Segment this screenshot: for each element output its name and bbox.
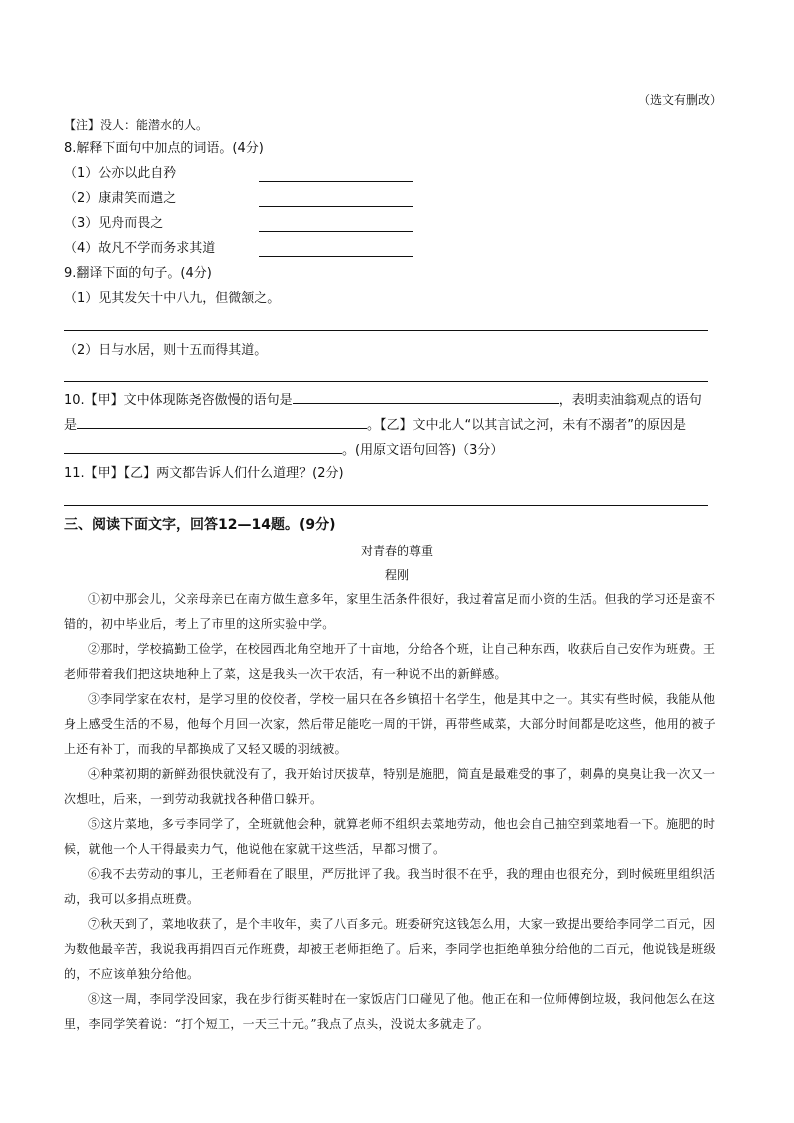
article-paragraph-6: ⑥我不去劳动的事儿，王老师看在了眼里，严厉批评了我。我当时很不在乎，我的理由也很充分，到时候班里组织活动，我可以多捐点班费。 xyxy=(64,867,716,906)
article-title: 对青春的尊重 xyxy=(360,544,433,558)
item-text: （4）故凡不学而务求其道 xyxy=(64,241,216,256)
article-paragraph-7: ⑦秋天到了，菜地收获了，是个丰收年，卖了八百多元。班委研究这钱怎么用，大家一致提出要给李同学二百元，因为数他最辛苦，我说我再捐四百元作班费，却被王老师拒绝了。后来，李同学也拒绝单独分给他的二百元，他说钱是班级的，不应该单独分给他。 xyxy=(64,917,716,981)
answer-blank-10-1[interactable] xyxy=(293,391,559,404)
question-8-item-2 xyxy=(64,191,176,207)
item-text: （3）见舟而畏之 xyxy=(64,216,164,231)
question-10-line-1 xyxy=(64,391,702,409)
question-8-item-4 xyxy=(64,241,215,257)
answer-blank-8-2[interactable] xyxy=(259,206,413,207)
question-10-part-d: 。【乙】文中北人“以其言试之河，未有不溺者”的原因是 xyxy=(367,418,686,433)
question-9-sentence-2: （2）日与水居，则十五而得其道。 xyxy=(64,343,268,358)
answer-blank-8-3[interactable] xyxy=(259,231,413,232)
question-10-line-3 xyxy=(64,441,503,459)
question-8-item-3 xyxy=(64,216,163,232)
article-author: 程刚 xyxy=(384,568,409,582)
question-10-part-c: 是 xyxy=(64,418,78,433)
footnote: 【注】没人：能潜水的人。 xyxy=(64,118,209,132)
question-10-part-e: 。(用原文语句回答)（3分） xyxy=(342,443,504,458)
section-3-heading: 三、阅读下面文字，回答12—14题。(9分) xyxy=(64,517,336,533)
question-9-title: 9.翻译下面的句子。(4分) xyxy=(64,266,212,281)
article-paragraph-3: ③李同学家在农村，是学习里的佼佼者，学校一届只在各乡镇招十名学生，他是其中之一。其实有些时候，我能从他身上感受生活的不易，他每个月回一次家，然后带足能吃一周的干饼，再带些咸菜，大部分时间都是吃这些，他用的被子上还有补丁，而我的早都换成了又轻又暖的羽绒被。 xyxy=(64,692,716,756)
answer-blank-8-1[interactable] xyxy=(259,181,413,182)
source-note: （选文有删改） xyxy=(637,93,722,107)
question-9-sentence-1: （1）见其发矢十中八九，但微颔之。 xyxy=(64,291,281,306)
article-paragraph-5: ⑤这片菜地，多亏李同学了，全班就他会种，就算老师不组织去菜地劳动，他也会自己抽空到菜地看一下。施肥的时候，就他一个人干得最卖力气，他说他在家就干这些活，早都习惯了。 xyxy=(64,817,716,856)
question-10-part-b: ，表明卖油翁观点的语句 xyxy=(558,393,702,408)
question-8-item-1 xyxy=(64,166,176,182)
question-10-part-a: 10.【甲】文中体现陈尧咨傲慢的语句是 xyxy=(64,393,293,408)
answer-blank-10-2[interactable] xyxy=(77,416,367,429)
answer-line-9-1[interactable] xyxy=(64,330,708,331)
answer-line-9-2[interactable] xyxy=(64,381,708,382)
answer-blank-10-3[interactable] xyxy=(64,441,342,454)
question-8-title: 8.解释下面句中加点的词语。(4分) xyxy=(64,141,264,156)
article-paragraph-8: ⑧这一周，李同学没回家，我在步行街买鞋时在一家饭店门口碰见了他。他正在和一位师傅倒垃圾，我问他怎么在这里，李同学笑着说：“打个短工，一天三十元。”我点了点头，没说太多就走了。 xyxy=(64,992,716,1031)
article-paragraph-1: ①初中那会儿，父亲母亲已在南方做生意多年，家里生活条件很好，我过着富足而小资的生活。但我的学习还是蛮不错的，初中毕业后，考上了市里的这所实验中学。 xyxy=(64,592,716,631)
answer-blank-8-4[interactable] xyxy=(259,256,413,257)
question-11-title: 11.【甲】【乙】两文都告诉人们什么道理？(2分) xyxy=(64,466,344,481)
article-paragraph-4: ④种菜初期的新鲜劲很快就没有了，我开始讨厌拔草，特别是施肥，简直是最难受的事了，刺鼻的臭臭让我一次又一次想吐，后来，一到劳动我就找各种借口躲开。 xyxy=(64,767,716,806)
item-text: （1）公亦以此自矜 xyxy=(64,166,177,181)
answer-line-11[interactable] xyxy=(64,505,708,506)
item-text: （2）康肃笑而遣之 xyxy=(64,191,177,206)
question-10-line-2 xyxy=(64,416,686,434)
article-paragraph-2: ②那时，学校搞勤工俭学，在校园西北角空地开了十亩地，分给各个班，让自己种东西，收获后自己安作为班费。王老师带着我们把这块地种上了菜，这是我头一次干农活，有一种说不出的新鲜感。 xyxy=(64,642,716,681)
